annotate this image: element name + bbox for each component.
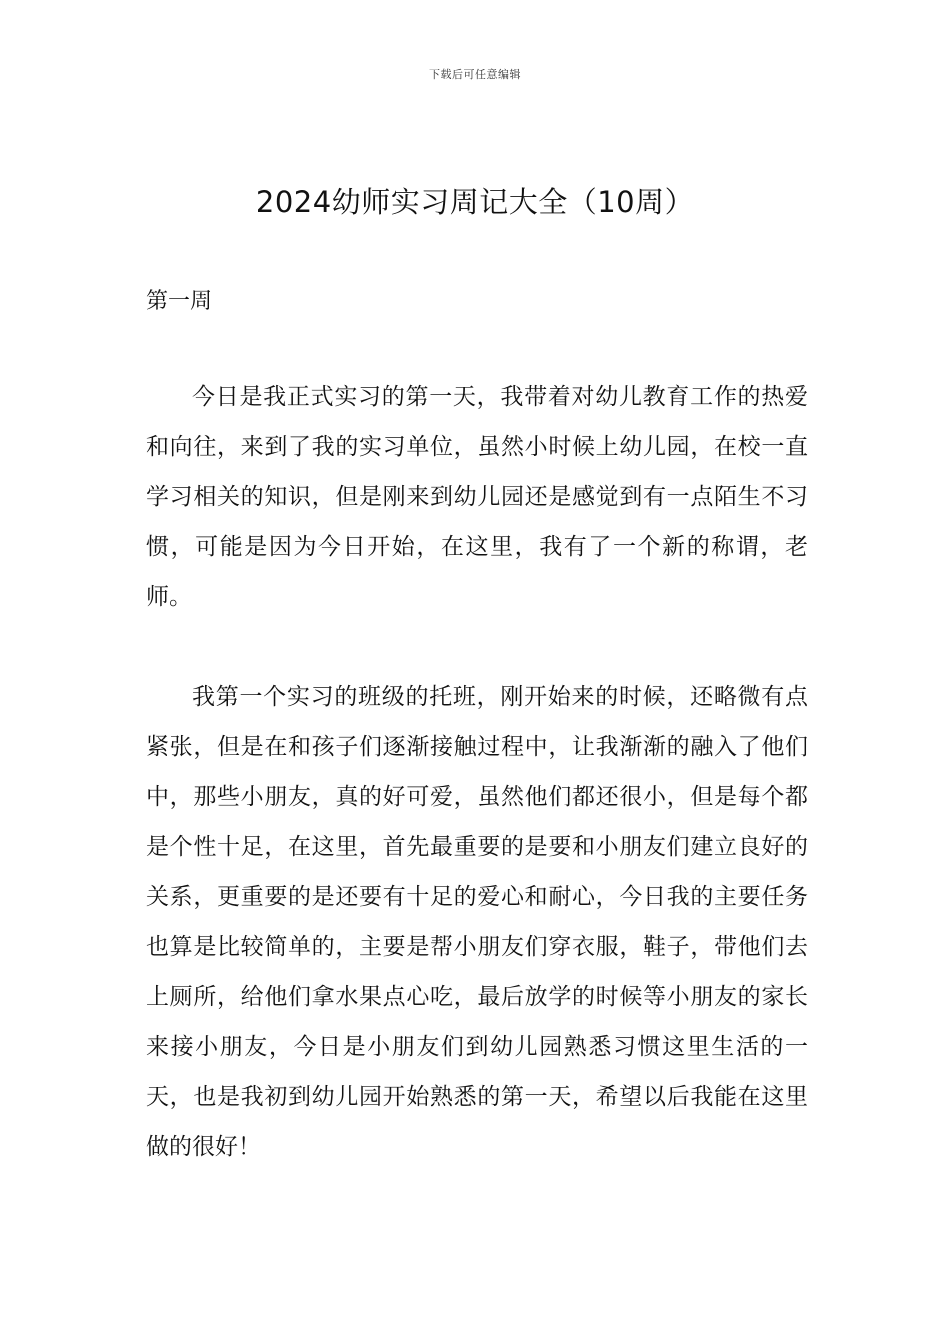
document-title: 2024幼师实习周记大全（10周） bbox=[255, 185, 695, 219]
paragraph: 我第一个实习的班级的托班，刚开始来的时候，还略微有点紧张，但是在和孩子们逐渐接触过程中，让我渐渐的融入了他们中，那些小朋友，真的好可爱，虽然他们都还很小，但是每个都是个性十足，在这里，首先最重要的是要和小朋友们建立良好的关系，更重要的是还要有十足的爱心和耐心，今日我的主要任务也算是比较简单的，主要是帮小朋友们穿衣服，鞋子，带他们去上厕所，给他们拿水果点心吃，最后放学的时候等小朋友的家长来接小朋友，今日是小朋友们到幼儿园熟悉习惯这里生活的一天，也是我初到幼儿园开始熟悉的第一天，希望以后我能在这里做的很好！ bbox=[146, 684, 808, 1160]
section-heading: 第一周 bbox=[146, 289, 213, 314]
header-note: 下载后可任意编辑 bbox=[429, 68, 521, 81]
paragraph: 今日是我正式实习的第一天，我带着对幼儿教育工作的热爱和向往，来到了我的实习单位，虽然小时候上幼儿园，在校一直学习相关的知识，但是刚来到幼儿园还是感觉到有一点陌生不习惯，可能是因为今日开始，在这里，我有了一个新的称谓，老师。 bbox=[146, 384, 808, 610]
